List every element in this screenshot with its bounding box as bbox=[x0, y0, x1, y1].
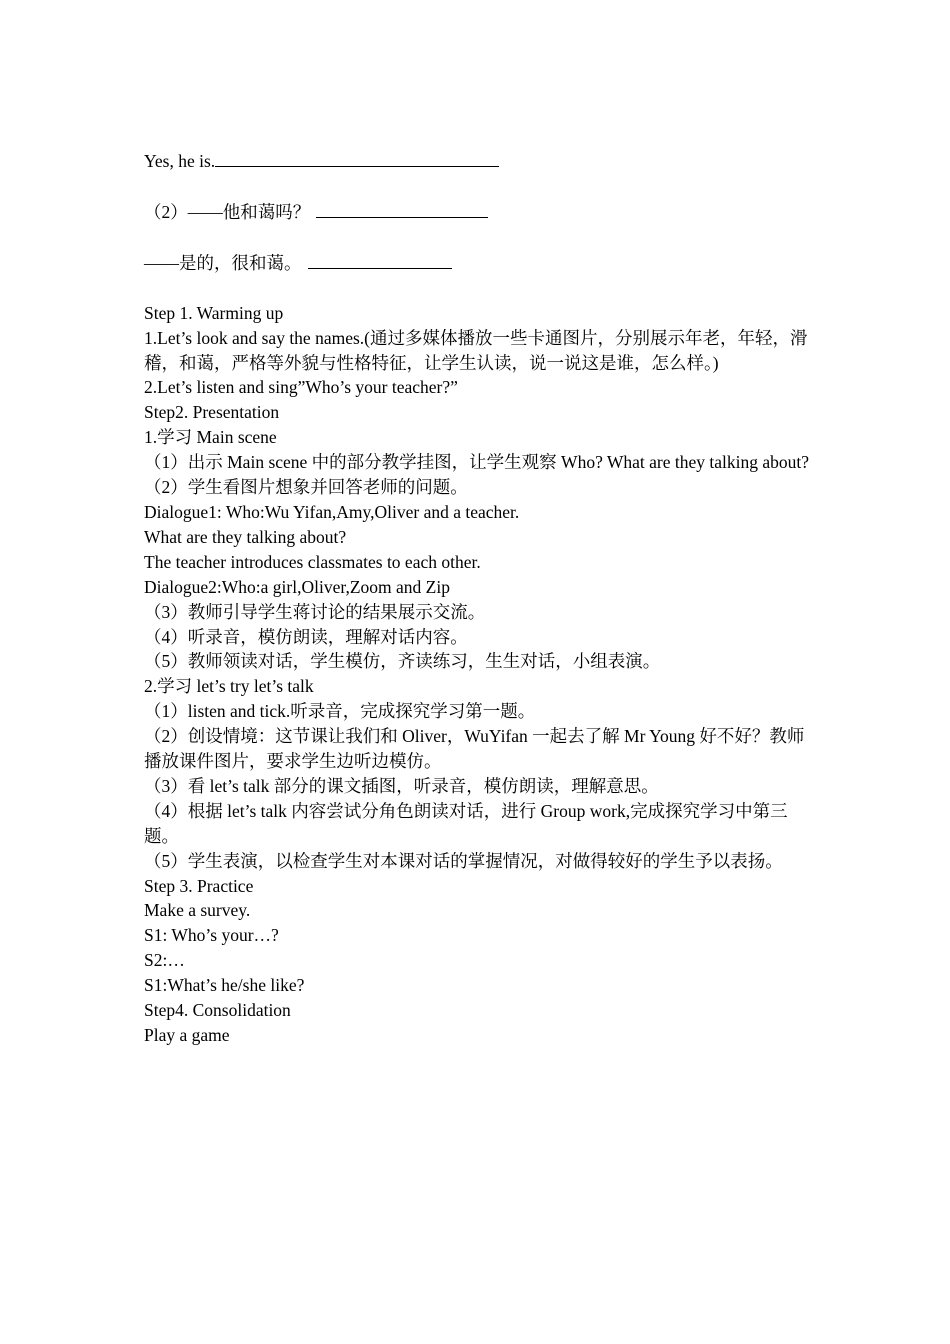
text-line: （1）出示 Main scene 中的部分教学挂图，让学生观察 Who? What are they talking about? bbox=[144, 452, 810, 473]
text-line: Play a game bbox=[144, 1025, 230, 1045]
question-blank bbox=[316, 199, 488, 218]
text-line: Make a survey. bbox=[144, 900, 251, 921]
text-line: （2）创设情境：这节课让我们和 Oliver，WuYifan 一起去了解 Mr Young 好不好？教师播放课件图片，要求学生边听边模仿。 bbox=[144, 726, 805, 772]
text-line: S1:What’s he/she like? bbox=[144, 975, 305, 996]
lesson-steps bbox=[144, 301, 812, 1048]
question-text: （2）——他和蔼吗？ bbox=[144, 201, 311, 222]
text-line: Dialogue2:Who:a girl,Oliver,Zoom and Zip bbox=[144, 576, 450, 597]
step-heading: Step 3. Practice bbox=[144, 875, 254, 896]
text-line: （5）教师领读对话，学生模仿，齐读练习，生生对话，小组表演。 bbox=[144, 651, 661, 672]
step-heading: Step 1. Warming up bbox=[144, 302, 284, 323]
text-line: Dialogue1: Who:Wu Yifan,Amy,Oliver and a teacher. bbox=[144, 501, 520, 522]
step-heading: Step4. Consolidation bbox=[144, 1000, 291, 1021]
text-line: S2:… bbox=[144, 950, 185, 971]
document-page bbox=[144, 148, 812, 1048]
text-line: 1.学习 Main scene bbox=[144, 427, 277, 448]
reply-text: ——是的，很和蔼。 bbox=[144, 252, 302, 273]
reply-line-chinese bbox=[144, 250, 812, 276]
answer-blank bbox=[215, 148, 499, 167]
text-line: S1: Who’s your…? bbox=[144, 925, 279, 946]
reply-blank bbox=[308, 250, 452, 269]
text-line: 2.Let’s listen and sing”Who’s your teacher?” bbox=[144, 377, 458, 398]
answer-text: Yes, he is. bbox=[144, 151, 216, 171]
text-line: （3）教师引导学生蒋讨论的结果展示交流。 bbox=[144, 601, 486, 622]
text-line: （4）听录音，模仿朗读，理解对话内容。 bbox=[144, 626, 468, 647]
text-line: （1）listen and tick.听录音，完成探究学习第一题。 bbox=[144, 701, 536, 722]
text-line: 1.Let’s look and say the names.(通过多媒体播放一些卡通图片，分别展示年老，年轻，滑稽，和蔼，严格等外貌与性格特征，让学生认读，说一说这是谁，怎么样。) bbox=[144, 327, 808, 373]
text-line: （3）看 let’s talk 部分的课文插图，听录音，模仿朗读，理解意思。 bbox=[144, 775, 659, 796]
text-line: （2）学生看图片想象并回答老师的问题。 bbox=[144, 477, 468, 498]
text-line: （5）学生表演，以检查学生对本课对话的掌握情况，对做得较好的学生予以表扬。 bbox=[144, 850, 783, 871]
text-line: （4）根据 let’s talk 内容尝试分角色朗读对话，进行 Group work,完成探究学习中第三题。 bbox=[144, 800, 788, 846]
question-line-chinese bbox=[144, 199, 812, 225]
text-line: 2.学习 let’s try let’s talk bbox=[144, 676, 314, 697]
answer-line-english bbox=[144, 148, 812, 174]
text-line: What are they talking about? bbox=[144, 526, 347, 547]
text-line: The teacher introduces classmates to each other. bbox=[144, 551, 481, 572]
step-heading: Step2. Presentation bbox=[144, 402, 280, 423]
